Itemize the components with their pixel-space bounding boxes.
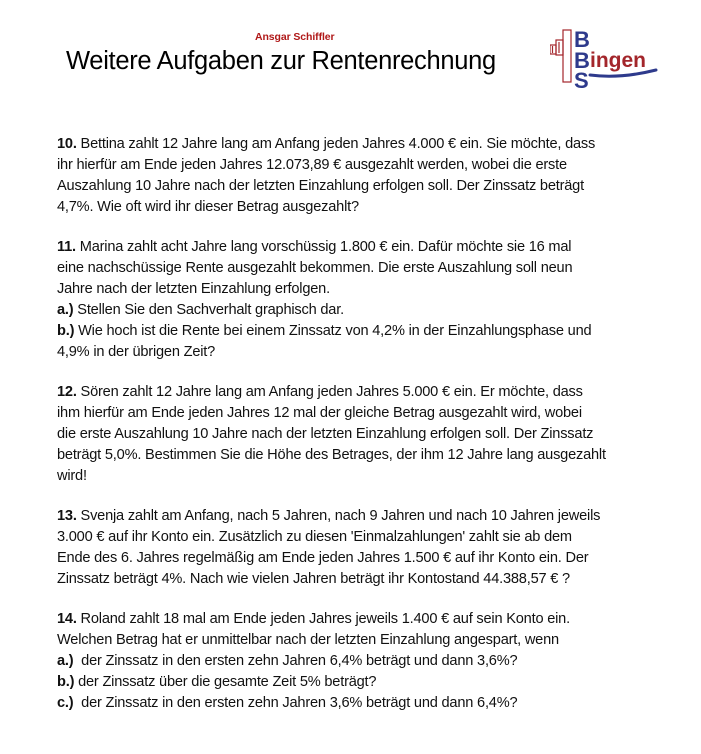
task-11 [57,237,677,363]
subtask-text: Wie hoch ist die Rente bei einem Zinssatz von 4,2% in der Einzahlungsphase und [78,323,592,339]
task-line [57,466,677,487]
task-text: Auszahlung 10 Jahre nach der letzten Einzahlung erfolgen soll. Der Zinssatz beträgt [57,178,584,194]
task-text: 4,7%. Wie oft wird ihr dieser Betrag ausgezahlt? [57,199,359,215]
task-line [57,258,677,279]
task-line [57,382,677,403]
task-line [57,424,677,445]
logo-letter-b: B [574,27,590,52]
task-number: 11. [57,239,76,255]
task-line [57,630,677,651]
building-icon [550,30,571,82]
subtask-line [57,321,677,342]
task-line [57,134,677,155]
task-text: ihm hierfür am Ende jeden Jahres 12 mal der gleiche Betrag ausgezahlt wird, wobei [57,405,582,421]
subtask-text: der Zinssatz über die gesamte Zeit 5% beträgt? [78,674,377,690]
subtask-line [57,672,677,693]
task-line [57,569,677,590]
task-line [57,176,677,197]
subtask-label: a.) [57,302,74,318]
task-14 [57,609,677,714]
task-text: beträgt 5,0%. Bestimmen Sie die Höhe des Betrages, der ihm 12 Jahre lang ausgezahlt [57,447,606,463]
page-title: Weitere Aufgaben zur Rentenrechnung [66,47,496,75]
subtask-label: a.) [57,653,74,669]
task-text: ihr hierfür am Ende jeden Jahres 12.073,89 € ausgezahlt werden, wobei die erste [57,157,567,173]
task-text: die erste Auszahlung 10 Jahre nach der letzten Einzahlung erfolgen soll. Der Zinssatz [57,426,594,442]
subtask-label: b.) [57,674,75,690]
task-text: Roland zahlt 18 mal am Ende jeden Jahres jeweils 1.400 € auf sein Konto ein. [80,611,570,627]
task-text: Jahre nach der letzten Einzahlung erfolgen. [57,281,330,297]
task-10 [57,134,677,218]
subtask-line [57,651,677,672]
task-text: Svenja zahlt am Anfang, nach 5 Jahren, nach 9 Jahren und nach 10 Jahren jeweils [80,508,601,524]
task-line [57,237,677,258]
task-13 [57,506,677,590]
subtask-text: Stellen Sie den Sachverhalt graphisch dar. [77,302,344,318]
subtask-text: 4,9% in der übrigen Zeit? [57,344,216,360]
task-text: Sören zahlt 12 Jahre lang am Anfang jeden Jahres 5.000 € ein. Er möchte, dass [80,384,583,400]
task-text: Bettina zahlt 12 Jahre lang am Anfang jeden Jahres 4.000 € ein. Sie möchte, dass [80,136,596,152]
subtask-line [57,342,677,363]
subtask-label: b.) [57,323,75,339]
school-logo [550,27,660,89]
author-name: Ansgar Schiffler [255,31,335,43]
logo-wordmark: ingen [590,49,646,72]
subtask-line [57,300,677,321]
task-text: 3.000 € auf ihr Konto ein. Zusätzlich zu diesen 'Einmalzahlungen' zahlt sie ab dem [57,529,572,545]
task-line [57,527,677,548]
task-line [57,155,677,176]
logo-letter-s: S [574,68,589,89]
bbs-bingen-logo-image [550,27,660,89]
task-line [57,609,677,630]
task-number: 14. [57,611,77,627]
task-line [57,445,677,466]
task-number: 13. [57,508,77,524]
task-line [57,403,677,424]
task-number: 10. [57,136,77,152]
subtask-label: c.) [57,695,74,711]
task-line [57,279,677,300]
task-12 [57,382,677,487]
task-text: Welchen Betrag hat er unmittelbar nach der letzten Einzahlung angespart, wenn [57,632,559,648]
task-number: 12. [57,384,77,400]
task-text: Marina zahlt acht Jahre lang vorschüssig 1.800 € ein. Dafür möchte sie 16 mal [79,239,572,255]
task-line [57,197,677,218]
task-line [57,548,677,569]
task-text: Zinssatz beträgt 4%. Nach wie vielen Jahren beträgt ihr Kontostand 44.388,57 € ? [57,571,570,587]
task-text: wird! [57,468,87,484]
logo-letter-b: B [574,48,590,73]
subtask-text: der Zinssatz in den ersten zehn Jahren 6,4% beträgt und dann 3,6%? [77,653,518,669]
task-list [57,134,677,733]
subtask-text: der Zinssatz in den ersten zehn Jahren 3,6% beträgt und dann 6,4%? [77,695,518,711]
task-line [57,506,677,527]
task-text: Ende des 6. Jahres regelmäßig am Ende jeden Jahres 1.500 € auf ihr Konto ein. Der [57,550,589,566]
task-text: eine nachschüssige Rente ausgezahlt bekommen. Die erste Auszahlung soll neun [57,260,573,276]
subtask-line [57,693,677,714]
